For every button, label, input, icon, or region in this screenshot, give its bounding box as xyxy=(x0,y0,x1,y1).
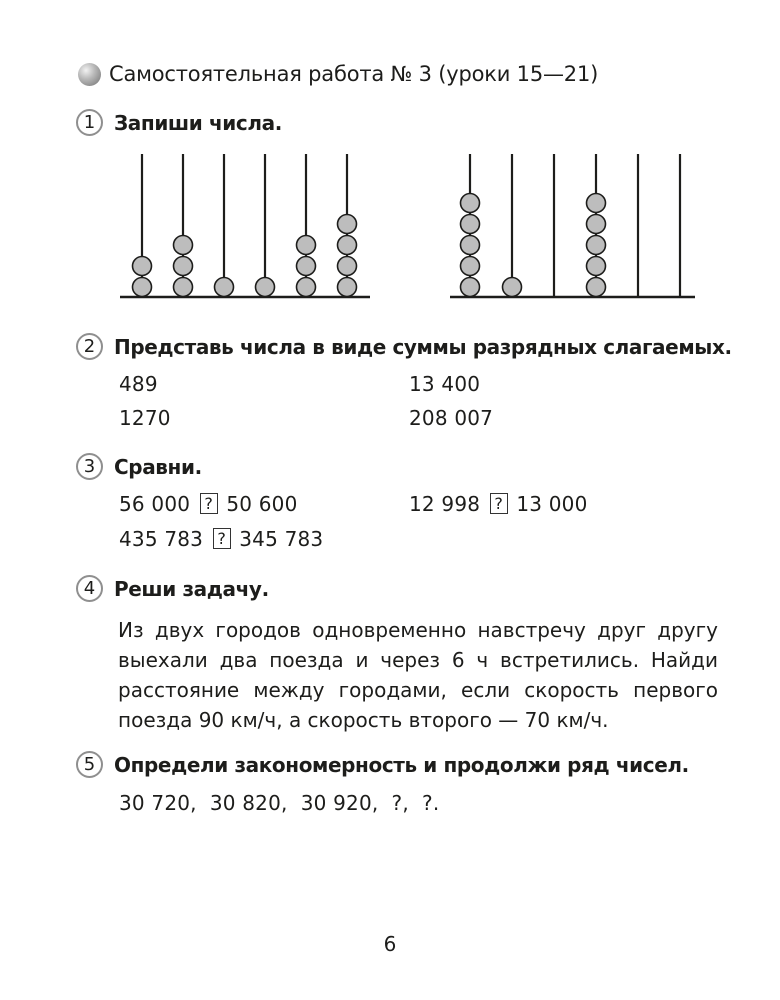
abacus-figures xyxy=(0,0,780,320)
abacus-bead xyxy=(297,236,316,255)
number-sequence: 30 720, 30 820, 30 920, ?, ?. xyxy=(119,791,440,815)
task-4-header xyxy=(76,575,269,602)
abacus-bead xyxy=(461,215,480,234)
comparison-right: 13 000 xyxy=(516,492,588,516)
comparison-box: ? xyxy=(213,528,231,549)
abacus-right xyxy=(450,154,695,297)
task-title: Представь числа в виде суммы разрядных слагаемых. xyxy=(114,334,732,359)
page-number: 6 xyxy=(383,932,397,956)
abacus-bead xyxy=(587,236,606,255)
comparison-right: 345 783 xyxy=(239,527,324,551)
comparison-box: ? xyxy=(490,493,508,514)
task-number-badge: 2 xyxy=(76,333,103,360)
task-title: Реши задачу. xyxy=(114,576,269,601)
abacus-bead xyxy=(338,236,357,255)
comparison-left: 56 000 xyxy=(119,492,191,516)
abacus-bead xyxy=(587,215,606,234)
task-2-header xyxy=(76,333,732,360)
abacus-bead xyxy=(215,278,234,297)
comparison-left: 12 998 xyxy=(409,492,481,516)
abacus-bead xyxy=(338,215,357,234)
abacus-bead xyxy=(174,278,193,297)
abacus-bead xyxy=(174,236,193,255)
task2-number: 1270 xyxy=(119,406,171,430)
abacus-bead xyxy=(587,278,606,297)
task-title: Запиши числа. xyxy=(114,110,282,135)
abacus-bead xyxy=(587,194,606,213)
task2-number: 208 007 xyxy=(409,406,494,430)
task2-number: 489 xyxy=(119,372,158,396)
comparison-item xyxy=(119,492,298,516)
task-title: Сравни. xyxy=(114,454,202,479)
abacus-bead xyxy=(461,194,480,213)
comparison-item xyxy=(119,527,323,551)
task-number-badge: 3 xyxy=(76,453,103,480)
abacus-bead xyxy=(256,278,275,297)
abacus-left xyxy=(120,154,370,297)
abacus-bead xyxy=(587,257,606,276)
task2-number: 13 400 xyxy=(409,372,481,396)
comparison-item xyxy=(409,492,588,516)
abacus-bead xyxy=(503,278,522,297)
abacus-bead xyxy=(461,257,480,276)
abacus-bead xyxy=(461,278,480,297)
comparison-right: 50 600 xyxy=(226,492,298,516)
task-number-badge: 4 xyxy=(76,575,103,602)
abacus-bead xyxy=(461,236,480,255)
task-number-badge: 1 xyxy=(76,109,103,136)
task-5-header xyxy=(76,751,689,778)
abacus-bead xyxy=(174,257,193,276)
comparison-left: 435 783 xyxy=(119,527,204,551)
task-number-badge: 5 xyxy=(76,751,103,778)
abacus-bead xyxy=(133,257,152,276)
task-3-header xyxy=(76,453,202,480)
abacus-bead xyxy=(133,278,152,297)
abacus-bead xyxy=(297,278,316,297)
abacus-bead xyxy=(297,257,316,276)
abacus-bead xyxy=(338,278,357,297)
word-problem-text: Из двух городов одновременно навстречу друг другу выехали два поезда и через 6 ч встретились. Найди расстояние между городами, если скорость первого поезда 90 км/ч, а скорость второго — 70 км/ч. xyxy=(118,618,718,732)
comparison-box: ? xyxy=(200,493,218,514)
title-text: Самостоятельная работа № 3 (уроки 15—21) xyxy=(109,62,599,86)
abacus-bead xyxy=(338,257,357,276)
task-title: Определи закономерность и продолжи ряд чисел. xyxy=(114,752,689,777)
